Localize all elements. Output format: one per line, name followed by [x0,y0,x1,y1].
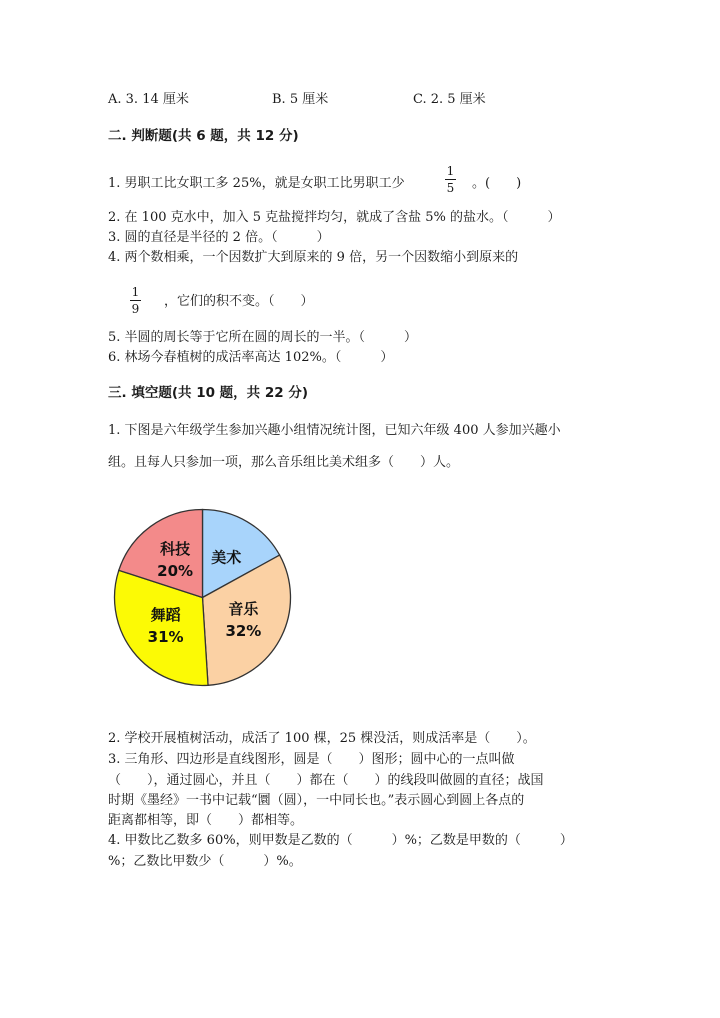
pie-chart [105,500,300,695]
fraction-numerator: 1 [446,164,455,178]
fill-q2: 2. 学校开展植树活动，成活了 100 棵，25 棵没活，则成活率是（ ）。 [108,731,536,746]
judge-q2: 2. 在 100 克水中，加入 5 克盐搅拌均匀，就成了含盐 5% 的盐水。（ ） [108,210,561,225]
fill-q4-line2: %；乙数比甲数少（ ）%。 [108,854,302,869]
judge-q4-suffix: ，它们的积不变。（ ） [164,294,314,309]
judge-q1-suffix: 。( ) [472,176,522,191]
fraction-bar [445,179,456,180]
section-3-title: 三. 填空题(共 10 题，共 22 分) [108,385,309,401]
fill-q1-line1: 1. 下图是六年级学生参加兴趣小组情况统计图，已知六年级 400 人参加兴趣小 [108,423,561,438]
fill-q3-line3: 时期《墨经》一书中记载“圜（圆），一中同长也。”表示圆心到圆上各点的 [108,793,525,808]
judge-q4-line1: 4. 两个数相乘，一个因数扩大到原来的 9 倍，另一个因数缩小到原来的 [108,250,519,265]
judge-q4-fraction [130,285,141,316]
pie-slice-value: 20% [157,561,194,580]
option-b: B. 5 厘米 [272,92,329,107]
fraction-numerator: 1 [131,285,140,299]
fill-q3-line4: 距离都相等，即（ ）都相等。 [108,813,304,828]
pie-slice-label: 科技 [160,539,191,558]
fraction-denominator: 5 [446,181,455,195]
judge-q5: 5. 半圆的周长等于它所在圆的周长的一半。（ ） [108,330,418,345]
judge-q1-text: 1. 男职工比女职工多 25%，就是女职工比男职工少 [108,176,405,191]
option-c: C. 2. 5 厘米 [413,92,486,107]
pie-slice-label: 美术 [211,548,242,567]
pie-slice-value: 31% [147,628,184,647]
pie-slice-value: 32% [225,622,262,640]
fill-q4-line1: 4. 甲数比乙数多 60%，则甲数是乙数的（ ）%；乙数是甲数的（ ） [108,833,573,848]
pie-slice-label: 舞蹈 [150,606,181,625]
section-2-title: 二. 判断题(共 6 题，共 12 分) [108,128,299,144]
option-a: A. 3. 14 厘米 [108,92,189,107]
judge-q6: 6. 林场今春植树的成活率高达 102%。（ ） [108,350,394,365]
pie-slice-label: 音乐 [228,600,259,618]
fraction-bar [130,300,141,301]
judge-q1-fraction [445,164,456,195]
fill-q3-line2: （ ），通过圆心，并且（ ）都在（ ）的线段叫做圆的直径；战国 [108,773,544,788]
judge-q3: 3. 圆的直径是半径的 2 倍。（ ） [108,230,330,245]
fill-q3-line1: 3. 三角形、四边形是直线图形，圆是（ ）图形；圆中心的一点叫做 [108,752,515,767]
fill-q1-line2: 组。且每人只参加一项，那么音乐组比美术组多（ ）人。 [108,455,460,470]
fraction-denominator: 9 [131,302,140,316]
